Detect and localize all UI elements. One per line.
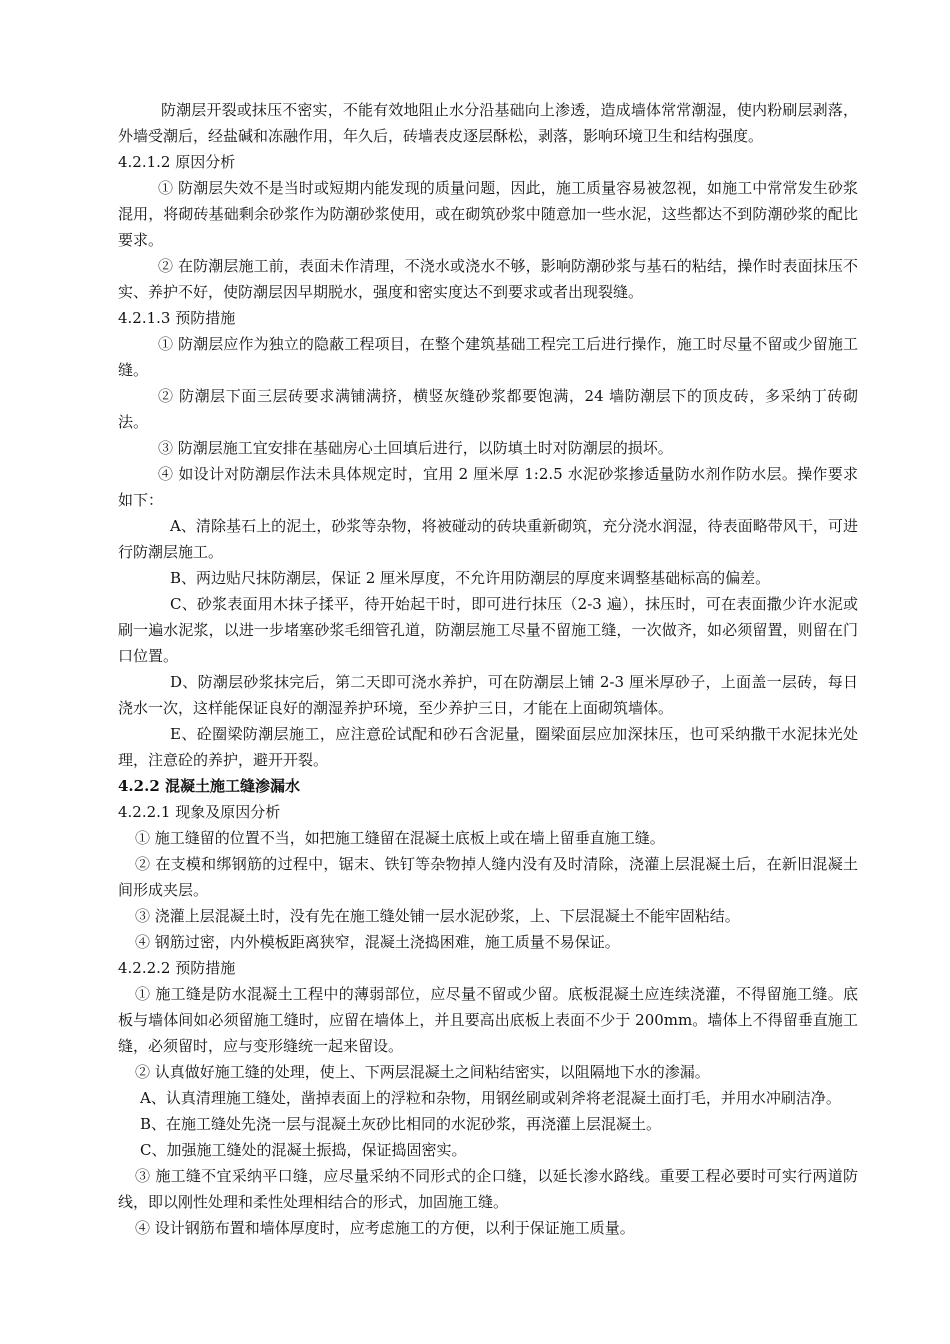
step-a: A、清除基石上的泥土，砂浆等杂物，将被碰动的砖块重新砌筑，充分浇水润湿，待表面略带风干，可进行防潮层施工。 — [118, 517, 858, 561]
cause-item-1: ① 防潮层失效不是当时或短期内能发现的质量问题，因此，施工质量容易被忽视，如施工中常常发生砂浆混用，将砌砖基础剩余砂浆作为防潮砂浆使用，或在砌筑砂浆中随意加一些水泥，这些都达不到防潮砂浆的配比要求。 — [118, 179, 858, 249]
joint-cause-3: ③ 浇灌上层混凝土时，没有先在施工缝处铺一层水泥砂浆，上、下层混凝土不能牢固粘结。 — [135, 907, 740, 925]
joint-step-b: B、在施工缝处先浇一层与混凝土灰砂比相同的水泥砂浆，再浇灌上层混凝土。 — [140, 1115, 662, 1133]
document-body — [118, 97, 858, 1241]
heading-4-2-2-2: 4.2.2.2 预防措施 — [118, 959, 236, 977]
joint-step-c: C、加强施工缝处的混凝土振捣，保证捣固密实。 — [140, 1141, 467, 1159]
intro-paragraph: 防潮层开裂或抹压不密实，不能有效地阻止水分沿基础向上渗透，造成墙体常常潮湿，使内粉刷层剥落，外墙受潮后，经盐碱和冻融作用，年久后，砖墙表皮逐层酥松，剥落，影响环境卫生和结构强度。 — [118, 101, 858, 145]
prevent-item-4: ④ 如设计对防潮层作法未具体规定时，宜用 2 厘米厚 1:2.5 水泥砂浆掺适量防水剂作防水层。操作要求如下： — [118, 465, 858, 509]
joint-cause-2: ② 在支模和绑钢筋的过程中，锯末、铁钉等杂物掉人缝内没有及时清除，浇灌上层混凝土后，在新旧混凝土间形成夹层。 — [118, 855, 858, 899]
joint-step-a: A、认真清理施工缝处，凿掉表面上的浮粒和杂物，用钢丝刷或剁斧将老混凝土面打毛，并用水冲刷洁净。 — [140, 1089, 841, 1107]
prevent-item-1: ① 防潮层应作为独立的隐蔽工程项目，在整个建筑基础工程完工后进行操作，施工时尽量不留或少留施工缝。 — [118, 335, 858, 379]
prevent-item-2: ② 防潮层下面三层砖要求满铺满挤，横竖灰缝砂浆都要饱满，24 墙防潮层下的顶皮砖，多采纳丁砖砌法。 — [118, 387, 858, 431]
joint-cause-4: ④ 钢筋过密，内外模板距离狭窄，混凝土浇捣困难，施工质量不易保证。 — [135, 933, 620, 951]
step-b: B、两边贴尺抹防潮层，保证 2 厘米厚度，不允许用防潮层的厚度来调整基础标高的偏差。 — [170, 569, 771, 587]
joint-cause-1: ① 施工缝留的位置不当，如把施工缝留在混凝土底板上或在墙上留垂直施工缝。 — [135, 829, 665, 847]
joint-measure-1: ① 施工缝是防水混凝土工程中的薄弱部位，应尽量不留或少留。底板混凝土应连续浇灌，不得留施工缝。底板与墙体间如必须留施工缝时，应留在墙体上，并且要高出底板上表面不少于 200mm。墙体上不得留垂直施工缝，必须留时，应与变形缝统一起来留设。 — [118, 985, 858, 1055]
step-d: D、防潮层砂浆抹完后，第二天即可浇水养护，可在防潮层上铺 2-3 厘米厚砂子，上面盖一层砖，每日浇水一次，这样能保证良好的潮湿养护环境，至少养护三日，才能在上面砌筑墙体。 — [118, 673, 858, 717]
heading-4-2-2: 4.2.2 混凝土施工缝渗漏水 — [118, 777, 300, 795]
prevent-item-3: ③ 防潮层施工宜安排在基础房心土回填后进行，以防填土时对防潮层的损坏。 — [158, 439, 673, 457]
heading-4-2-1-2: 4.2.1.2 原因分析 — [118, 153, 236, 171]
cause-item-2: ② 在防潮层施工前，表面未作清理，不浇水或浇水不够，影响防潮砂浆与基石的粘结，操作时表面抹压不实、养护不好，使防潮层因早期脱水，强度和密实度达不到要求或者出现裂缝。 — [118, 257, 858, 301]
step-c: C、砂浆表面用木抹子揉平，待开始起干时，即可进行抹压（2-3 遍），抹压时，可在表面撒少许水泥或刷一遍水泥浆，以进一步堵塞砂浆毛细管孔道，防潮层施工尽量不留施工缝，一次做齐，如必须留置，则留在门口位置。 — [118, 595, 858, 665]
joint-measure-2: ② 认真做好施工缝的处理，使上、下两层混凝土之间粘结密实，以阻隔地下水的渗漏。 — [135, 1063, 710, 1081]
joint-measure-3: ③ 施工缝不宜采纳平口缝，应尽量采纳不同形式的企口缝，以延长渗水路线。重要工程必要时可实行两道防线，即以刚性处理和柔性处理相结合的形式，加固施工缝。 — [118, 1167, 858, 1211]
heading-4-2-1-3: 4.2.1.3 预防措施 — [118, 309, 236, 327]
step-e: E、砼圈梁防潮层施工，应注意砼试配和砂石含泥量，圈梁面层应加深抹压，也可采纳撒干水泥抹光处理，注意砼的养护，避开开裂。 — [118, 725, 858, 769]
heading-4-2-2-1: 4.2.2.1 现象及原因分析 — [118, 803, 281, 821]
joint-measure-4: ④ 设计钢筋布置和墙体厚度时，应考虑施工的方便，以利于保证施工质量。 — [135, 1219, 635, 1237]
